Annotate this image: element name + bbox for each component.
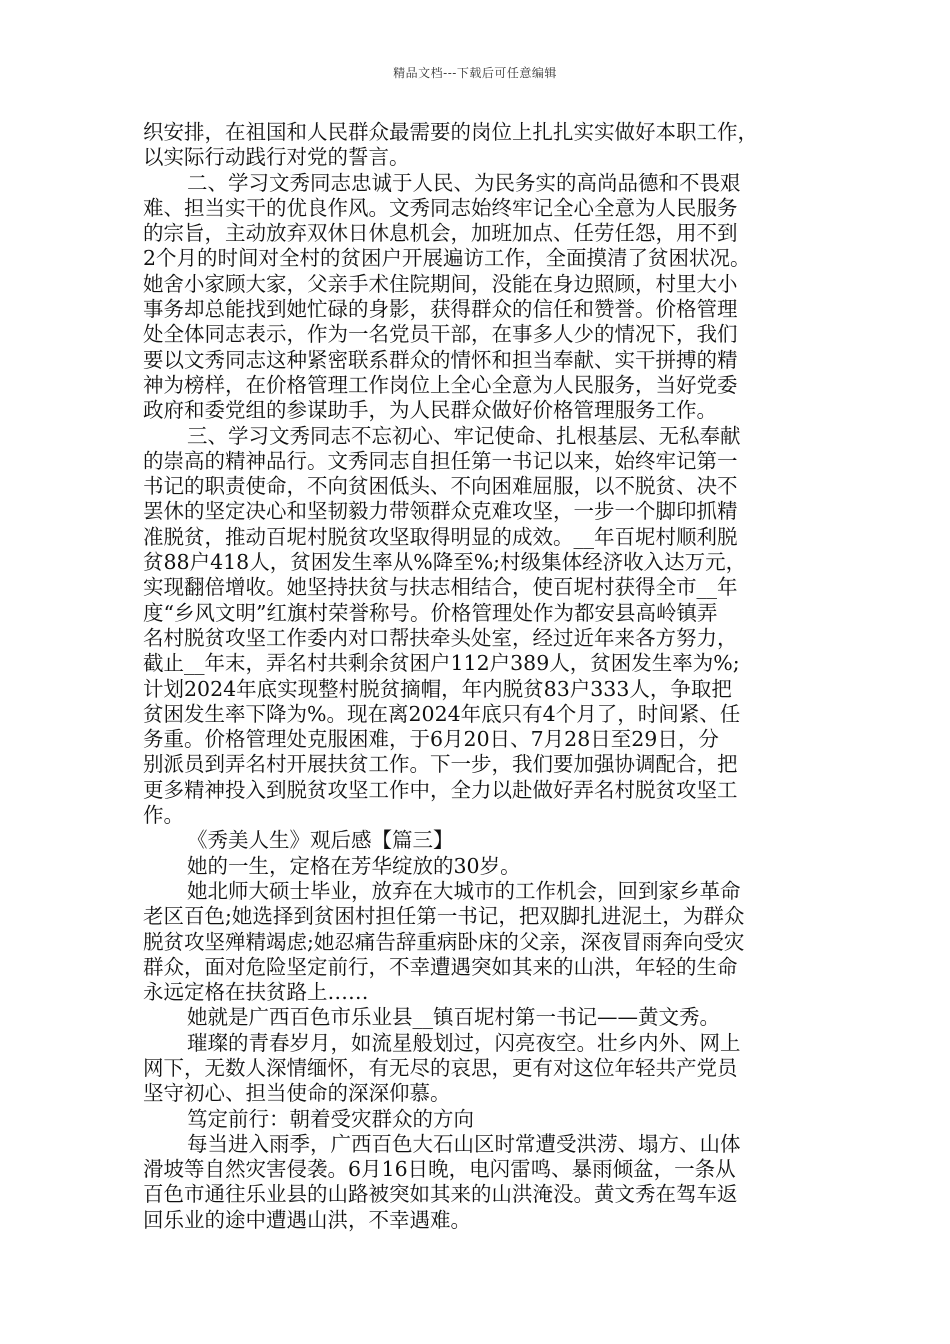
text-line: 度“乡风文明”红旗村荣誉称号。价格管理处作为都安县高岭镇弄 [143,600,718,625]
text-line: 神为榜样，在价格管理工作岗位上全心全意为人民服务，当好党委 [143,372,738,397]
text-line: 更多精神投入到脱贫攻坚工作中，全力以赴做好弄名村脱贫攻坚工 [143,777,738,802]
text-line: 罢休的坚定决心和坚韧毅力带领群众克难攻坚，一步一个脚印抓精 [143,499,738,524]
text-line: 实现翻倍增收。她坚持扶贫与扶志相结合，使百坭村获得全市__年 [143,575,738,600]
text-line: 她的一生，定格在芳华绽放的30岁。 [187,853,521,878]
text-line: 别派员到弄名村开展扶贫工作。下一步，我们要加强协调配合，把 [143,752,738,777]
text-line: 网下，无数人深情缅怀，有无尽的哀思，更有对这位年轻共产党员 [143,1055,738,1080]
text-line: 计划2024年底实现整村脱贫摘帽，年内脱贫83户333人，争取把 [143,676,732,701]
text-line: 2个月的时间对全村的贫困户开展遍访工作，全面摸清了贫困状况。 [143,246,751,271]
text-line: 的崇高的精神品行。文秀同志自担任第一书记以来，始终牢记第一 [143,448,738,473]
text-line: 作。 [143,803,184,828]
text-line: 她就是广西百色市乐业县__镇百坭村第一书记——黄文秀。 [187,1005,720,1030]
text-line: 脱贫攻坚殚精竭虑;她忍痛告辞重病卧床的父亲，深夜冒雨奔向受灾 [143,929,745,954]
text-line: 群众，面对危险坚定前行，不幸遭遇突如其来的山洪，年轻的生命 [143,954,738,979]
text-line: 回乐业的途中遭遇山洪，不幸遇难。 [143,1207,471,1232]
text-line: 贫88户418人，贫困发生率从%降至%;村级集体经济收入达万元， [143,550,747,575]
text-line: 璀璨的青春岁月，如流星般划过，闪亮夜空。壮乡内外、网上 [187,1030,741,1055]
text-line: 政府和委党组的参谋助手，为人民群众做好价格管理服务工作。 [143,398,717,423]
text-line: 永远定格在扶贫路上…… [143,980,369,1005]
text-line: 贫困发生率下降为%。现在离2024年底只有4个月了，时间紧、任 [143,701,741,726]
text-line: 织安排，在祖国和人民群众最需要的岗位上扎扎实实做好本职工作， [143,120,758,144]
text-line: 事务却总能找到她忙碌的身影，获得群众的信任和赞誉。价格管理 [143,297,738,322]
text-line: 要以文秀同志这种紧密联系群众的情怀和担当奉献、实干拼搏的精 [143,347,738,372]
text-line: 务重。价格管理处克服困难，于6月20日、7月28日至29日，分 [143,727,719,752]
text-line: 她舍小家顾大家，父亲手术住院期间，没能在身边照顾，村里大小 [143,271,738,296]
text-line: 她北师大硕士毕业，放弃在大城市的工作机会，回到家乡革命 [187,878,741,903]
text-line: 名村脱贫攻坚工作委内对口帮扶牵头处室，经过近年来各方努力， [143,625,738,650]
text-line: 难、担当实干的优良作风。文秀同志始终牢记全心全意为人民服务 [143,195,738,220]
text-line: 的宗旨，主动放弃双休日休息机会，加班加点、任劳任怨，用不到 [143,221,738,246]
text-line: 老区百色;她选择到贫困村担任第一书记，把双脚扎进泥土，为群众 [143,904,745,929]
text-line: 《秀美人生》观后感【篇三】 [187,828,454,853]
text-line: 处全体同志表示，作为一名党员干部，在事多人少的情况下，我们 [143,322,738,347]
text-line: 准脱贫，推动百坭村脱贫攻坚取得明显的成效。__年百坭村顺利脱 [143,524,738,549]
document-body [143,120,825,1233]
text-line: 每当进入雨季，广西百色大石山区时常遭受洪涝、塌方、山体 [187,1131,741,1156]
page-header: 精品文档---下载后可任意编辑 [393,66,557,80]
text-line: 百色市通往乐业县的山路被突如其来的山洪淹没。黄文秀在驾车返 [143,1182,738,1207]
text-line: 滑坡等自然灾害侵袭。6月16日晚，电闪雷鸣、暴雨倾盆，一条从 [143,1157,736,1182]
text-line: 坚守初心、担当使命的深深仰慕。 [143,1081,451,1106]
text-line: 书记的职责使命，不向贫困低头、不向困难屈服，以不脱贫、决不 [143,474,738,499]
text-line: 截止__年末，弄名村共剩余贫困户112户389人，贫困发生率为%; [143,651,740,676]
text-line: 三、学习文秀同志不忘初心、牢记使命、扎根基层、无私奉献 [187,423,741,448]
text-line: 二、学习文秀同志忠诚于人民、为民务实的高尚品德和不畏艰 [187,170,741,195]
text-line: 笃定前行：朝着受灾群众的方向 [187,1106,474,1131]
text-line: 以实际行动践行对党的誓言。 [143,145,410,170]
